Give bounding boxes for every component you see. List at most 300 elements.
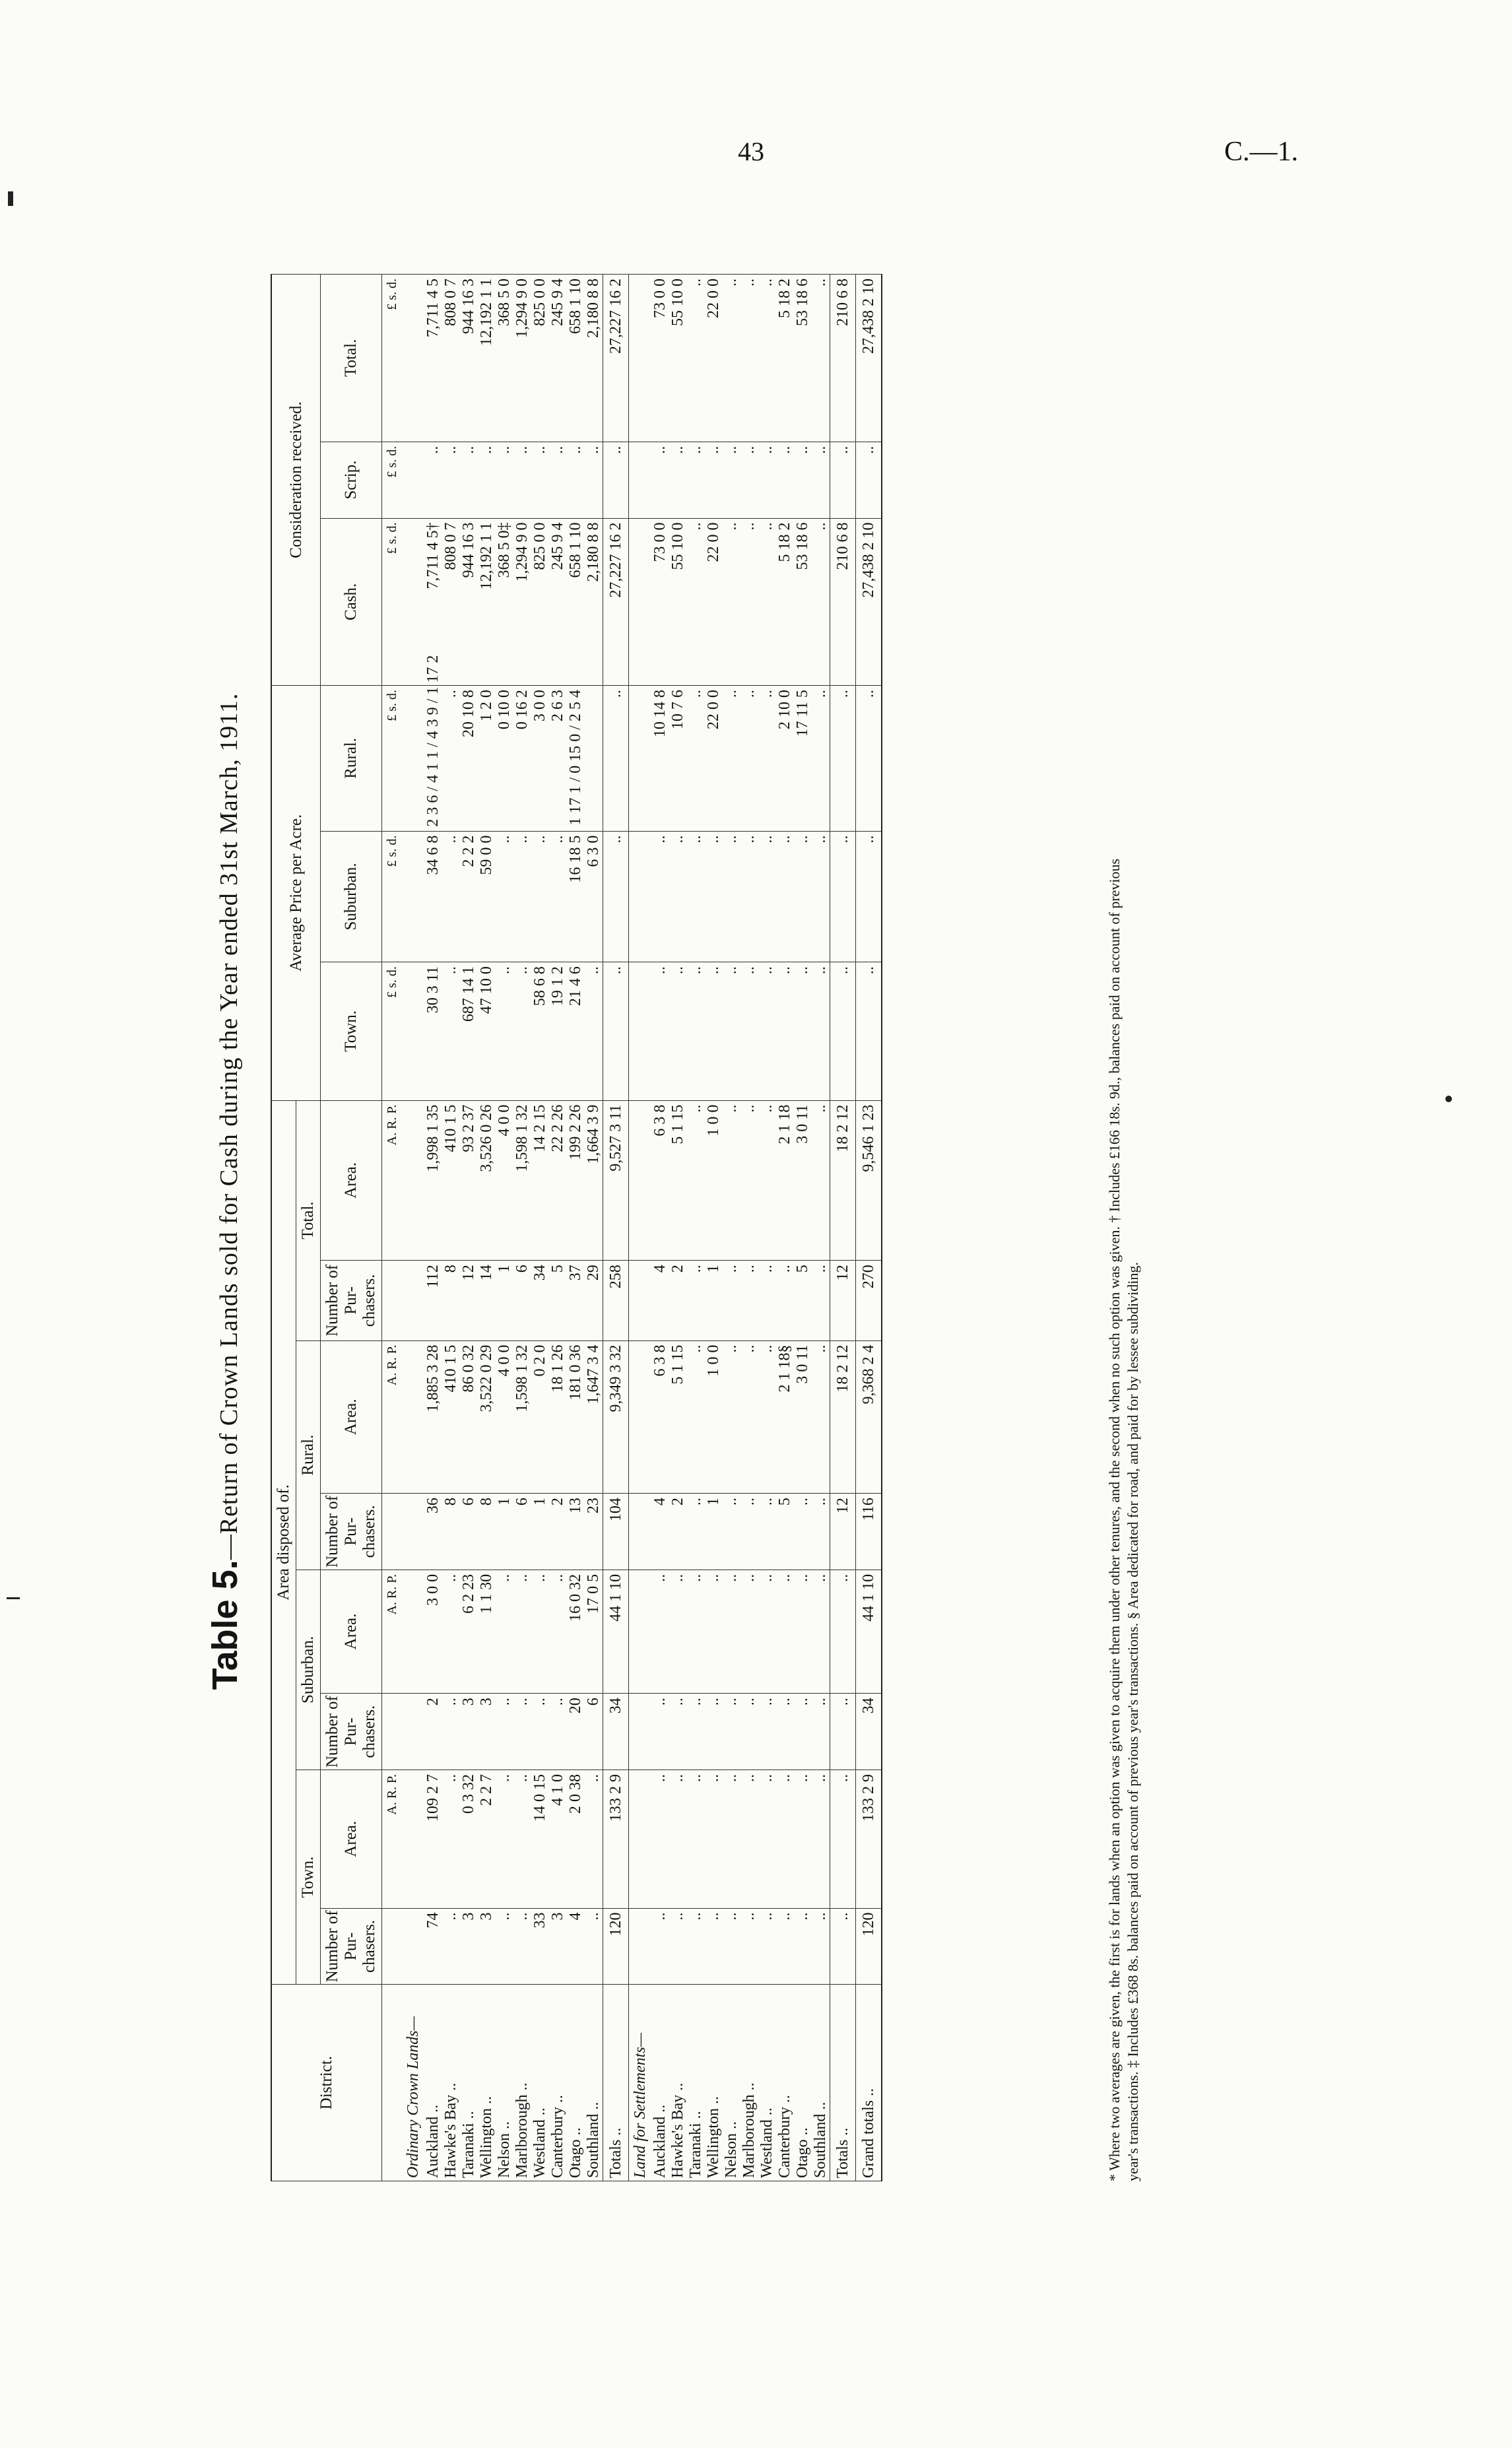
table-cell: 74 bbox=[424, 1908, 442, 1985]
table-cell: 1 bbox=[531, 1494, 549, 1570]
table-cell: .. bbox=[567, 442, 585, 518]
table-cell: .. bbox=[705, 962, 723, 1101]
table-cell: 2 2 2 bbox=[460, 831, 478, 962]
table-cell: .. bbox=[531, 442, 549, 518]
table-cell: .. bbox=[513, 1908, 531, 1985]
table-cell: 109 2 7 bbox=[424, 1770, 442, 1909]
report-reference: C.—1. bbox=[1224, 137, 1299, 167]
table-cell: 5 bbox=[776, 1494, 794, 1570]
table-cell: .. bbox=[830, 1770, 856, 1909]
col-header-district: District. bbox=[271, 1985, 382, 2181]
table-cell: 55 10 0 bbox=[669, 275, 687, 442]
table-row bbox=[424, 275, 442, 2181]
empty-cell bbox=[629, 1908, 652, 1985]
table-cell: 3,522 0 29 bbox=[478, 1340, 496, 1494]
table-row bbox=[567, 275, 585, 2181]
table-cell: 199 2 26 bbox=[567, 1100, 585, 1261]
table-cell: .. bbox=[603, 831, 629, 962]
table-cell: 9,349 3 32 bbox=[603, 1340, 629, 1494]
unit-label: £ s. d. bbox=[382, 518, 403, 686]
table-cell: 36 bbox=[424, 1494, 442, 1570]
table-cell: .. bbox=[776, 962, 794, 1101]
table-cell: 5 1 15 bbox=[669, 1340, 687, 1494]
table-cell: .. bbox=[687, 1261, 705, 1340]
table-cell: 2 bbox=[549, 1494, 567, 1570]
table-cell: .. bbox=[758, 1770, 776, 1909]
table-cell: 27,438 2 10 bbox=[856, 518, 882, 686]
table-cell: 133 2 9 bbox=[603, 1770, 629, 1909]
table-cell: 14 2 15 bbox=[531, 1100, 549, 1261]
table-cell: .. bbox=[549, 442, 567, 518]
col-header-purchasers: Number of Pur- chasers. bbox=[321, 1261, 382, 1340]
crown-lands-table bbox=[271, 274, 882, 2181]
unit-label: £ s. d. bbox=[382, 831, 403, 962]
table-cell: 410 1 5 bbox=[442, 1100, 460, 1261]
sub-header-town: Town. bbox=[296, 1770, 321, 1985]
table-cell: 368 5 0 bbox=[496, 275, 513, 442]
table-cell: 1,998 1 35 bbox=[424, 1100, 442, 1261]
table-cell: .. bbox=[830, 1570, 856, 1693]
table-number: Table 5. bbox=[205, 1560, 245, 1690]
table-row bbox=[585, 275, 603, 2181]
table-cell: 34 bbox=[603, 1694, 629, 1770]
table-cell: .. bbox=[776, 442, 794, 518]
col-header-purchasers: Number of Pur- chasers. bbox=[321, 1694, 382, 1770]
table-cell: 12,192 1 1 bbox=[478, 275, 496, 442]
table-cell: .. bbox=[531, 1694, 549, 1770]
table-cell: .. bbox=[758, 1908, 776, 1985]
empty-cell bbox=[402, 1694, 424, 1770]
table-cell: .. bbox=[496, 1908, 513, 1985]
table-cell: .. bbox=[705, 1570, 723, 1693]
table-cell: 44 1 10 bbox=[856, 1570, 882, 1693]
scan-speck bbox=[1445, 1096, 1452, 1102]
table-cell: .. bbox=[513, 831, 531, 962]
table-row bbox=[460, 275, 478, 2181]
sub-header-rural: Rural. bbox=[296, 1340, 321, 1570]
table-cell: 22 0 0 bbox=[705, 518, 723, 686]
table-cell: 23 bbox=[585, 1494, 603, 1570]
table-cell: 22 0 0 bbox=[705, 275, 723, 442]
table-cell: .. bbox=[812, 275, 830, 442]
table-cell: .. bbox=[830, 1908, 856, 1985]
table-cell: 245 9 4 bbox=[549, 518, 567, 686]
empty-cell bbox=[402, 1340, 424, 1494]
empty-cell bbox=[629, 1494, 652, 1570]
table-cell: .. bbox=[740, 1494, 758, 1570]
scan-speck bbox=[8, 191, 13, 206]
table-cell: 55 10 0 bbox=[669, 518, 687, 686]
district-cell: Canterbury .. bbox=[776, 1985, 794, 2181]
rotated-table-frame bbox=[185, 201, 1241, 2181]
col-header-total: Total. bbox=[321, 275, 382, 442]
table-cell: 944 16 3 bbox=[460, 275, 478, 442]
table-cell: 825 0 0 bbox=[531, 275, 549, 442]
col-header-area: Area. bbox=[321, 1770, 382, 1909]
table-cell: 3 0 11 bbox=[794, 1100, 812, 1261]
table-cell: 20 bbox=[567, 1694, 585, 1770]
table-cell: 2 bbox=[669, 1494, 687, 1570]
table-cell: 5 18 2 bbox=[776, 518, 794, 686]
table-cell: 2 2 7 bbox=[478, 1770, 496, 1909]
table-cell: .. bbox=[794, 1570, 812, 1693]
empty-cell bbox=[629, 1100, 652, 1261]
table-cell: .. bbox=[776, 1261, 794, 1340]
unit-label: £ s. d. bbox=[382, 275, 403, 442]
table-row bbox=[705, 275, 723, 2181]
empty-cell bbox=[402, 1100, 424, 1261]
table-cell: .. bbox=[740, 686, 758, 832]
table-cell: .. bbox=[723, 1100, 740, 1261]
table-cell: 0 3 32 bbox=[460, 1770, 478, 1909]
table-cell: 9,368 2 4 bbox=[856, 1340, 882, 1494]
empty-cell bbox=[629, 1770, 652, 1909]
table-cell: .. bbox=[705, 1770, 723, 1909]
table-cell: 44 1 10 bbox=[603, 1570, 629, 1693]
table-row bbox=[812, 275, 830, 2181]
table-cell: 1 0 0 bbox=[705, 1100, 723, 1261]
table-cell: .. bbox=[812, 1494, 830, 1570]
table-cell: 3 bbox=[549, 1908, 567, 1985]
table-cell: .. bbox=[513, 1570, 531, 1693]
table-cell: 1,647 3 4 bbox=[585, 1340, 603, 1494]
table-cell: .. bbox=[740, 442, 758, 518]
table-cell: 0 10 0 bbox=[496, 686, 513, 832]
table-cell: 13 bbox=[567, 1494, 585, 1570]
table-cell: 104 bbox=[603, 1494, 629, 1570]
table-cell: .. bbox=[740, 1908, 758, 1985]
col-header-area: Area. bbox=[321, 1570, 382, 1693]
unit-label: £ s. d. bbox=[382, 686, 403, 832]
table-cell: 18 2 12 bbox=[830, 1340, 856, 1494]
col-header-price-town: Town. bbox=[321, 962, 382, 1101]
empty-cell bbox=[402, 1261, 424, 1340]
table-cell: 808 0 7 bbox=[442, 275, 460, 442]
table-cell: .. bbox=[723, 831, 740, 962]
table-cell: 58 6 8 bbox=[531, 962, 549, 1101]
table-cell: 34 6 8 bbox=[424, 831, 442, 962]
table-cell: 2 10 0 bbox=[776, 686, 794, 832]
table-cell: 1 bbox=[705, 1261, 723, 1340]
table-cell: .. bbox=[687, 1100, 705, 1261]
scan-speck bbox=[7, 1597, 20, 1599]
empty-cell bbox=[402, 962, 424, 1101]
table-cell: .. bbox=[758, 686, 776, 832]
table-cell: .. bbox=[496, 1770, 513, 1909]
table-cell: 1 bbox=[705, 1494, 723, 1570]
table-cell: 2 1 18§ bbox=[776, 1340, 794, 1494]
footnote-line: * Where two averages are given, the first is for lands when an option was given to acquire them under other tenures, and the second when no such option was given. † Includes £166 18s. 9d., balances paid on account of previous bbox=[1106, 858, 1123, 2181]
empty-cell bbox=[629, 275, 652, 442]
table-cell: 2,180 8 8 bbox=[585, 518, 603, 686]
table-cell: .. bbox=[794, 1694, 812, 1770]
table-cell: .. bbox=[830, 1694, 856, 1770]
table-cell: 944 16 3 bbox=[460, 518, 478, 686]
table-cell: 1 2 0 bbox=[478, 686, 496, 832]
table-cell: 16 0 32 bbox=[567, 1570, 585, 1693]
empty-cell bbox=[629, 831, 652, 962]
group-header-avg-price: Average Price per Acre. bbox=[271, 686, 321, 1101]
table-cell: 6 2 23 bbox=[460, 1570, 478, 1693]
district-cell: Westland .. bbox=[758, 1985, 776, 2181]
table-cell: .. bbox=[758, 1494, 776, 1570]
district-cell: Nelson .. bbox=[723, 1985, 740, 2181]
table-cell: .. bbox=[651, 1570, 669, 1693]
empty-cell bbox=[629, 686, 652, 832]
empty-cell bbox=[629, 1694, 652, 1770]
col-header-area: Area. bbox=[321, 1100, 382, 1261]
table-cell: .. bbox=[812, 1908, 830, 1985]
table-cell: .. bbox=[812, 686, 830, 832]
empty-cell bbox=[402, 518, 424, 686]
table-cell: .. bbox=[442, 1908, 460, 1985]
table-cell: .. bbox=[723, 1770, 740, 1909]
table-cell: .. bbox=[740, 962, 758, 1101]
table-cell: .. bbox=[776, 831, 794, 962]
table-cell: 9,527 3 11 bbox=[603, 1100, 629, 1261]
table-cell: .. bbox=[496, 831, 513, 962]
table-cell: 29 bbox=[585, 1261, 603, 1340]
table-cell: 1,664 3 9 bbox=[585, 1100, 603, 1261]
section-heading: Land for Settlements— bbox=[629, 1985, 652, 2181]
footnotes bbox=[1105, 267, 1142, 2181]
table-cell: .. bbox=[812, 1770, 830, 1909]
table-cell: 2 0 38 bbox=[567, 1770, 585, 1909]
table-cell: 5 bbox=[549, 1261, 567, 1340]
district-cell: Auckland .. bbox=[651, 1985, 669, 2181]
table-cell: 258 bbox=[603, 1261, 629, 1340]
table-cell: .. bbox=[812, 1100, 830, 1261]
table-cell: 808 0 7 bbox=[442, 518, 460, 686]
table-cell: .. bbox=[549, 831, 567, 962]
table-cell: 120 bbox=[603, 1908, 629, 1985]
table-cell: 2 bbox=[424, 1694, 442, 1770]
table-cell: .. bbox=[830, 442, 856, 518]
table-cell: .. bbox=[794, 1908, 812, 1985]
table-cell: 1 17 1 / 0 15 0 / 2 5 4 bbox=[567, 686, 585, 832]
table-row bbox=[478, 275, 496, 2181]
table-cell: 6 bbox=[460, 1494, 478, 1570]
col-header-purchasers: Number of Pur- chasers. bbox=[321, 1908, 382, 1985]
table-cell bbox=[585, 686, 603, 832]
table-cell: .. bbox=[723, 686, 740, 832]
table-cell: .. bbox=[669, 1908, 687, 1985]
table-cell: 1,885 3 28 bbox=[424, 1340, 442, 1494]
table-cell: 73 0 0 bbox=[651, 275, 669, 442]
table-cell: 8 bbox=[478, 1494, 496, 1570]
table-cell: .. bbox=[740, 1261, 758, 1340]
table-cell: .. bbox=[758, 442, 776, 518]
table-cell: .. bbox=[812, 1570, 830, 1693]
table-cell: .. bbox=[669, 831, 687, 962]
table-cell: .. bbox=[603, 686, 629, 832]
table-cell: 12 bbox=[460, 1261, 478, 1340]
table-cell: 210 6 8 bbox=[830, 518, 856, 686]
totals-row bbox=[830, 275, 856, 2181]
table-cell: .. bbox=[687, 518, 705, 686]
table-row bbox=[723, 275, 740, 2181]
table-cell: 8 bbox=[442, 1494, 460, 1570]
table-row bbox=[687, 275, 705, 2181]
table-cell: .. bbox=[549, 1694, 567, 1770]
table-cell: .. bbox=[740, 1340, 758, 1494]
table-cell: 10 14 8 bbox=[651, 686, 669, 832]
table-cell: .. bbox=[496, 1694, 513, 1770]
table-cell: .. bbox=[740, 1100, 758, 1261]
table-cell: 1 bbox=[496, 1494, 513, 1570]
table-cell: 210 6 8 bbox=[830, 275, 856, 442]
empty-cell bbox=[629, 442, 652, 518]
table-cell: .. bbox=[442, 1570, 460, 1693]
table-cell: 5 1 15 bbox=[669, 1100, 687, 1261]
table-cell: 1 bbox=[496, 1261, 513, 1340]
table-cell: .. bbox=[794, 831, 812, 962]
table-cell: 9,546 1 23 bbox=[856, 1100, 882, 1261]
table-cell: 34 bbox=[531, 1261, 549, 1340]
table-cell: .. bbox=[723, 1908, 740, 1985]
table-cell: 4 0 0 bbox=[496, 1100, 513, 1261]
table-cell: .. bbox=[856, 831, 882, 962]
table-cell: 4 bbox=[651, 1494, 669, 1570]
table-cell: .. bbox=[687, 442, 705, 518]
table-cell: 6 bbox=[513, 1494, 531, 1570]
table-cell: 53 18 6 bbox=[794, 275, 812, 442]
table-cell: .. bbox=[585, 1908, 603, 1985]
table-cell: .. bbox=[794, 1494, 812, 1570]
table-cell: .. bbox=[687, 686, 705, 832]
district-cell: Hawke's Bay .. bbox=[669, 1985, 687, 2181]
table-cell: .. bbox=[705, 1908, 723, 1985]
table-cell: .. bbox=[513, 442, 531, 518]
empty-cell bbox=[629, 1570, 652, 1693]
table-cell: 3 bbox=[460, 1908, 478, 1985]
col-header-cash: Cash. bbox=[321, 518, 382, 686]
table-cell: 17 11 5 bbox=[794, 686, 812, 832]
empty-cell bbox=[629, 518, 652, 686]
table-cell: .. bbox=[723, 1570, 740, 1693]
group-header-area-disposed: Area disposed of. bbox=[271, 1100, 296, 1985]
table-cell: 120 bbox=[856, 1908, 882, 1985]
table-cell: .. bbox=[531, 831, 549, 962]
table-cell: .. bbox=[705, 831, 723, 962]
table-cell: .. bbox=[740, 518, 758, 686]
table-cell: 270 bbox=[856, 1261, 882, 1340]
table-cell: 181 0 36 bbox=[567, 1340, 585, 1494]
table-cell: .. bbox=[723, 1261, 740, 1340]
table-cell: 33 bbox=[531, 1908, 549, 1985]
table-cell: .. bbox=[513, 1694, 531, 1770]
table-cell: 6 3 8 bbox=[651, 1340, 669, 1494]
table-cell: .. bbox=[651, 442, 669, 518]
table-cell: .. bbox=[442, 831, 460, 962]
table-cell: 17 0 5 bbox=[585, 1570, 603, 1693]
table-cell: .. bbox=[758, 1261, 776, 1340]
table-cell: .. bbox=[856, 686, 882, 832]
unit-label: A. R. P. bbox=[382, 1570, 403, 1693]
table-cell: 19 1 2 bbox=[549, 962, 567, 1101]
table-cell: .. bbox=[687, 1570, 705, 1693]
table-cell: 86 0 32 bbox=[460, 1340, 478, 1494]
table-cell: .. bbox=[794, 962, 812, 1101]
table-row bbox=[651, 275, 669, 2181]
empty-cell bbox=[402, 442, 424, 518]
table-cell: 18 1 26 bbox=[549, 1340, 567, 1494]
sub-header-total: Total. bbox=[296, 1100, 321, 1340]
table-cell: .. bbox=[812, 831, 830, 962]
table-cell: .. bbox=[585, 962, 603, 1101]
table-cell: .. bbox=[758, 831, 776, 962]
table-cell: .. bbox=[776, 1908, 794, 1985]
table-cell: .. bbox=[651, 1908, 669, 1985]
table-cell: 3 0 0 bbox=[424, 1570, 442, 1693]
table-row bbox=[442, 275, 460, 2181]
empty-cell bbox=[402, 1770, 424, 1909]
table-cell: 1 1 30 bbox=[478, 1570, 496, 1693]
table-cell: 825 0 0 bbox=[531, 518, 549, 686]
col-header-price-suburban: Suburban. bbox=[321, 831, 382, 962]
table-cell: 3 bbox=[460, 1694, 478, 1770]
table-cell: .. bbox=[669, 962, 687, 1101]
table-cell: .. bbox=[758, 275, 776, 442]
table-cell: .. bbox=[442, 442, 460, 518]
table-cell: .. bbox=[758, 518, 776, 686]
empty-cell bbox=[402, 275, 424, 442]
unit-label: A. R. P. bbox=[382, 1340, 403, 1494]
table-cell: 3,526 0 26 bbox=[478, 1100, 496, 1261]
table-cell: .. bbox=[669, 1570, 687, 1693]
table-cell: 4 bbox=[567, 1908, 585, 1985]
empty-cell bbox=[629, 1340, 652, 1494]
table-cell: .. bbox=[460, 442, 478, 518]
table-cell: 10 7 6 bbox=[669, 686, 687, 832]
table-cell: .. bbox=[776, 1694, 794, 1770]
table-cell: .. bbox=[424, 442, 442, 518]
table-cell: .. bbox=[687, 962, 705, 1101]
table-cell: 4 bbox=[651, 1261, 669, 1340]
table-cell: 7,711 4 5 bbox=[424, 275, 442, 442]
table-cell: 1,598 1 32 bbox=[513, 1100, 531, 1261]
table-cell: .. bbox=[669, 442, 687, 518]
table-cell: 410 1 5 bbox=[442, 1340, 460, 1494]
table-caption: —Return of Crown Lands sold for Cash during the Year ended 31st March, 1911. bbox=[215, 692, 243, 1560]
table-cell: .. bbox=[794, 1770, 812, 1909]
table-cell: 6 3 0 bbox=[585, 831, 603, 962]
district-cell: Marlborough .. bbox=[740, 1985, 758, 2181]
table-cell: 658 1 10 bbox=[567, 518, 585, 686]
table-cell: .. bbox=[651, 831, 669, 962]
district-cell: Otago .. bbox=[794, 1985, 812, 2181]
district-cell: Canterbury .. bbox=[549, 1985, 567, 2181]
district-cell: Taranaki .. bbox=[687, 1985, 705, 2181]
district-cell: Wellington .. bbox=[705, 1985, 723, 2181]
district-cell: Totals .. bbox=[603, 1985, 629, 2181]
table-cell: .. bbox=[758, 1340, 776, 1494]
district-cell: Taranaki .. bbox=[460, 1985, 478, 2181]
district-cell: Otago .. bbox=[567, 1985, 585, 2181]
empty-cell bbox=[402, 831, 424, 962]
table-cell: 34 bbox=[856, 1694, 882, 1770]
table-cell: 112 bbox=[424, 1261, 442, 1340]
section-heading: Ordinary Crown Lands— bbox=[402, 1985, 424, 2181]
table-cell: 2,180 8 8 bbox=[585, 275, 603, 442]
table-cell: .. bbox=[705, 442, 723, 518]
table-cell: .. bbox=[687, 1494, 705, 1570]
table-cell: .. bbox=[723, 962, 740, 1101]
table-cell: .. bbox=[830, 831, 856, 962]
col-header-area: Area. bbox=[321, 1340, 382, 1494]
table-cell: 20 10 8 bbox=[460, 686, 478, 832]
table-cell: .. bbox=[496, 962, 513, 1101]
